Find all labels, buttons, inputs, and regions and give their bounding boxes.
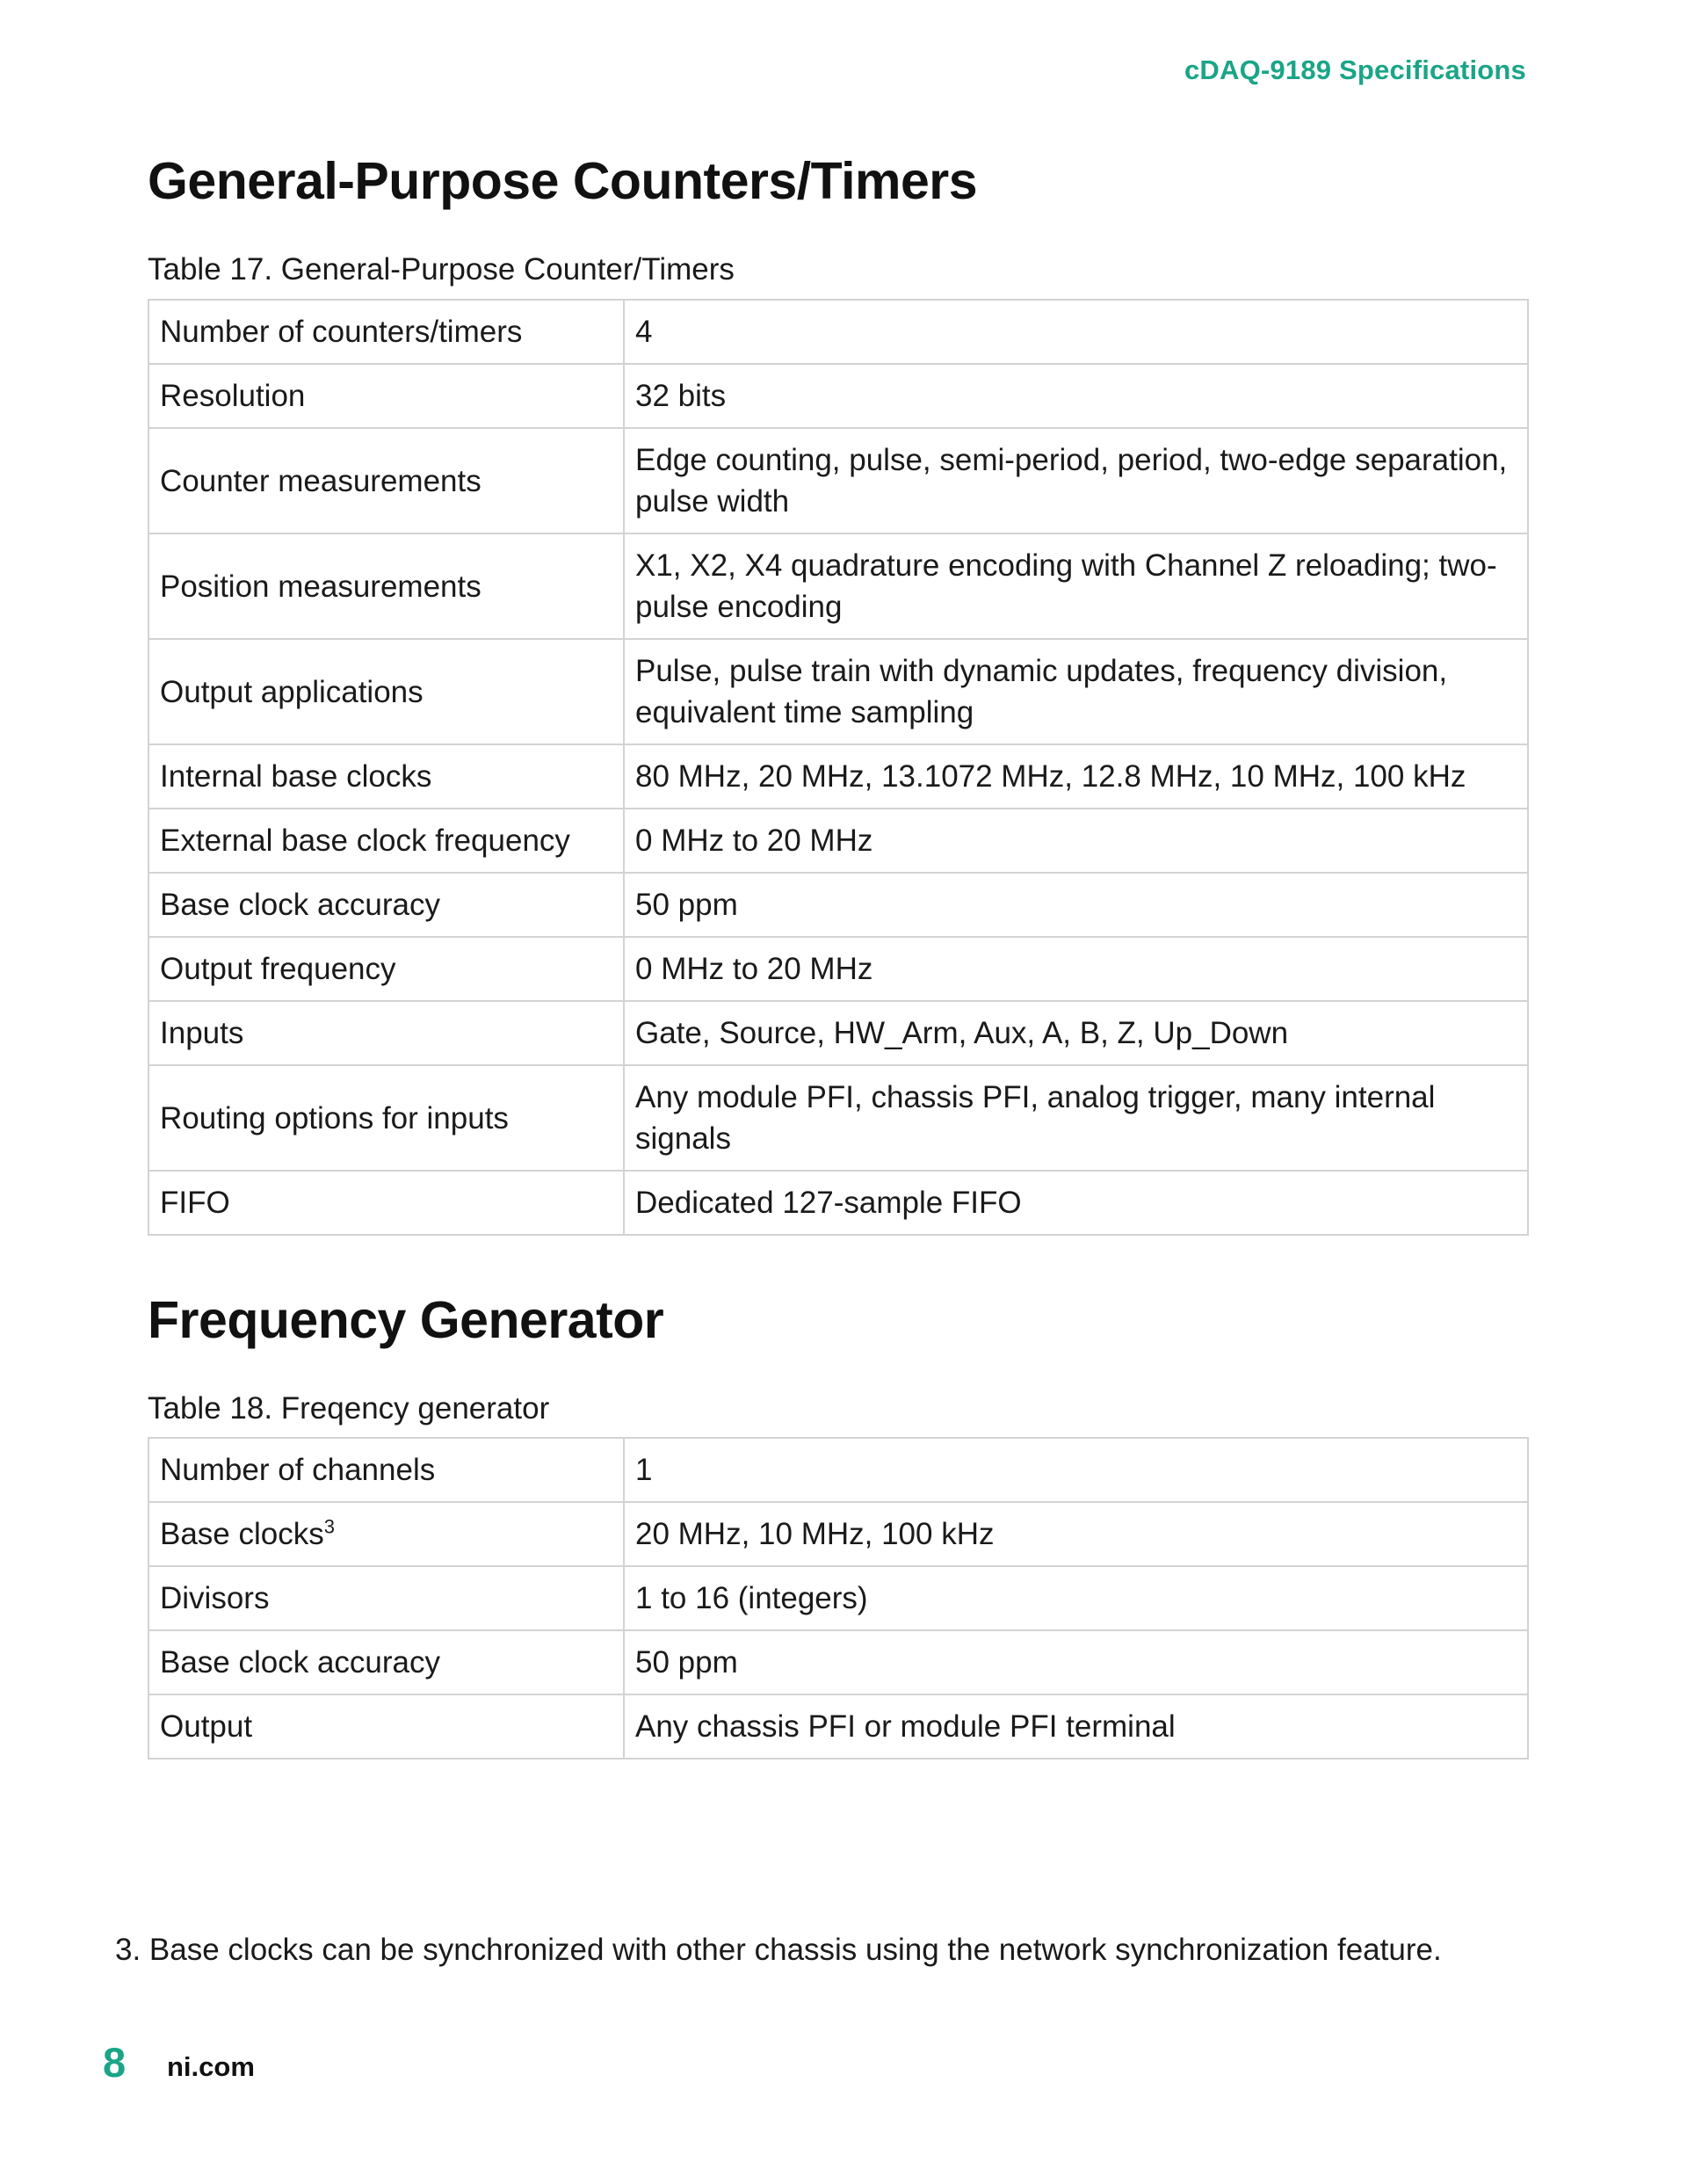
row-label: FIFO [148,1171,624,1235]
section-title-frequency-generator: Frequency Generator [148,1291,664,1349]
spec-table-counters-timers [148,299,1529,1236]
table-row [148,744,1528,809]
footnote-3: 3. Base clocks can be synchronized with other chassis using the network synchronization feature. [115,1933,1442,1967]
row-value: 50 ppm [624,1630,1528,1694]
row-label: Divisors [148,1566,624,1630]
row-value: 50 ppm [624,873,1528,937]
footnote-reference-link[interactable]: 3 [323,1515,335,1538]
table-row [148,937,1528,1001]
row-value: 0 MHz to 20 MHz [624,809,1528,873]
row-label: Output [148,1694,624,1759]
table-row [148,1171,1528,1235]
table-row [148,1694,1528,1759]
table-row [148,1502,1528,1566]
row-label: Output applications [148,639,624,744]
spec-table-frequency-generator [148,1437,1529,1760]
running-header: cDAQ-9189 Specifications [1184,54,1526,85]
row-value: 1 [624,1438,1528,1502]
table-row [148,873,1528,937]
table-row [148,1438,1528,1502]
table-row [148,1065,1528,1171]
table-row [148,364,1528,428]
row-label: Inputs [148,1001,624,1065]
table-row [148,809,1528,873]
row-value: Dedicated 127-sample FIFO [624,1171,1528,1235]
row-label: Base clock accuracy [148,1630,624,1694]
row-label: External base clock frequency [148,809,624,873]
row-value: X1, X2, X4 quadrature encoding with Channel Z reloading; two-pulse encoding [624,533,1528,639]
row-label: Number of channels [148,1438,624,1502]
table-row [148,639,1528,744]
row-value: Gate, Source, HW_Arm, Aux, A, B, Z, Up_Down [624,1001,1528,1065]
footer-site-link[interactable]: ni.com [167,2051,255,2082]
row-value: 20 MHz, 10 MHz, 100 kHz [624,1502,1528,1566]
row-value: Pulse, pulse train with dynamic updates, frequency division, equivalent time sampling [624,639,1528,744]
row-label-cell [148,1502,624,1566]
row-label: Base clock accuracy [148,873,624,937]
page-number: 8 [103,2039,127,2086]
table-row [148,300,1528,364]
row-value: 1 to 16 (integers) [624,1566,1528,1630]
table-row [148,1001,1528,1065]
row-label: Output frequency [148,937,624,1001]
section-title-counters-timers: General-Purpose Counters/Timers [148,152,978,210]
row-label: Counter measurements [148,428,624,533]
row-label: Base clocks [160,1517,324,1551]
table-row [148,1630,1528,1694]
row-value: 4 [624,300,1528,364]
row-value: 0 MHz to 20 MHz [624,937,1528,1001]
row-value: Any chassis PFI or module PFI terminal [624,1694,1528,1759]
table-row [148,533,1528,639]
row-value: 32 bits [624,364,1528,428]
row-label: Resolution [148,364,624,428]
row-value: 80 MHz, 20 MHz, 13.1072 MHz, 12.8 MHz, 10 MHz, 100 kHz [624,744,1528,809]
table-caption-18: Table 18. Freqency generator [148,1391,550,1426]
row-label: Number of counters/timers [148,300,624,364]
row-label: Routing options for inputs [148,1065,624,1171]
row-value: Any module PFI, chassis PFI, analog trigger, many internal signals [624,1065,1528,1171]
row-value: Edge counting, pulse, semi-period, period, two-edge separation, pulse width [624,428,1528,533]
table-caption-17: Table 17. General-Purpose Counter/Timers [148,252,735,287]
table-row [148,1566,1528,1630]
row-label: Position measurements [148,533,624,639]
table-row [148,428,1528,533]
row-label: Internal base clocks [148,744,624,809]
